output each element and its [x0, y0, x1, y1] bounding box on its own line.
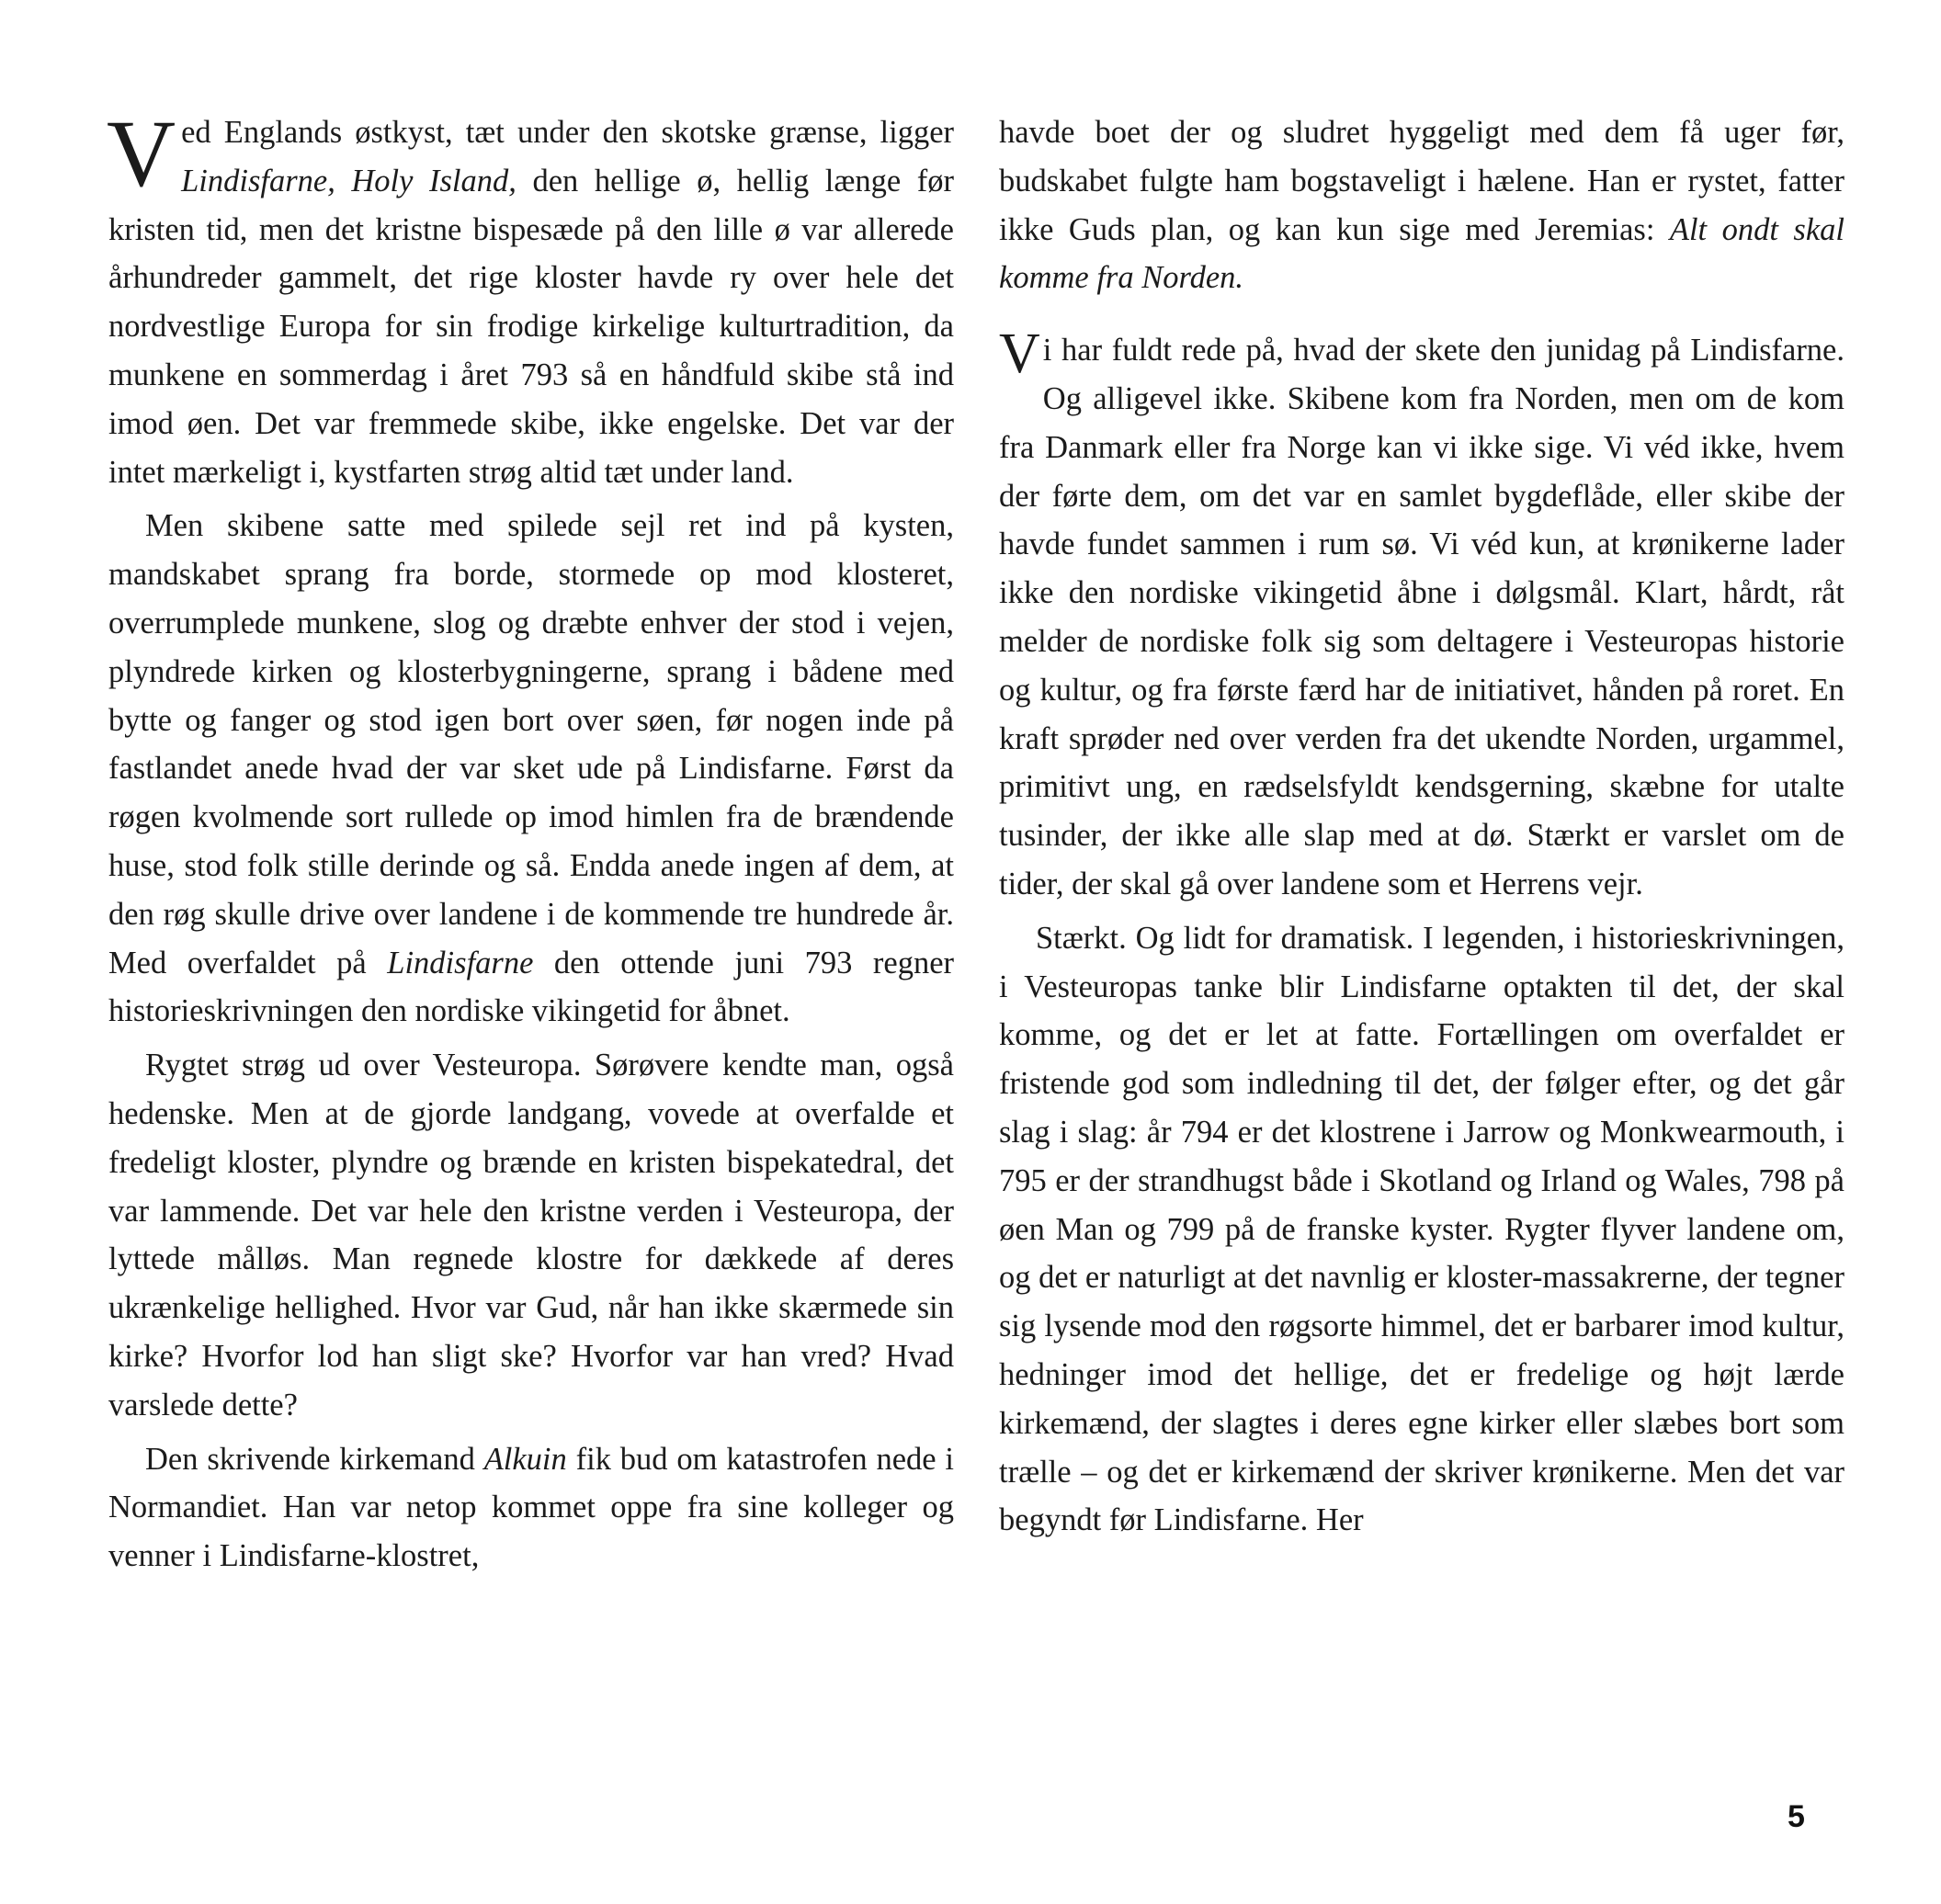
paragraph-text: fik bud om katastrofen nede i Normandiet. Han var netop kommet oppe fra sine kolleger og venner i Lindisfarne-klostret, [108, 1441, 955, 1574]
paragraph-section-start [999, 323, 1845, 909]
italic-text: Lindisfarne [387, 945, 534, 980]
paragraph-text: i har fuldt rede på, hvad der skete den junidag på Lindisfarne. Og alligevel ikke. Skibene kom fra Norden, men om de kom fra Danmark eller fra Norge kan vi ikke sige. Vi véd ikke, hvem der førte dem, om det var en samlet bygdeflåde, eller skibe der havde fundet sammen i rum sø. Vi véd kun, at krønikerne lader ikke den nordiske vikingetid åbne i dølgsmål. Klart, hårdt, råt melder de nordiske folk sig som deltagere i Vesteuropas historie og kultur, og fra første færd har de initiativet, hånden på roret. En kraft sprøder ned over verden fra det ukendte Norden, urgammel, primitivt ung, en rædselsfyldt kendsgerning, skæbne for utalte tusinder, der ikke alle slap med at dø. Stærkt er varslet om de tider, der skal gå over landene som et Herrens vejr. [999, 333, 1845, 901]
paragraph-text: den ottende juni 793 regner historieskrivningen den nordiske vikingetid for åbnet. [108, 945, 954, 1029]
paragraph-alkuin [108, 1435, 954, 1581]
italic-text: Lindisfarne, Holy Island, [181, 163, 516, 198]
paragraph-text: den hellige ø, hellig længe før kristen tid, men det kristne bispesæde på den lille ø var allerede århundreder gammelt, det rige kloster havde ry over hele det nordvestlige Europa for sin frodige kirkelige kulturtradition, da munkene en sommerdag i året 793 så en håndfuld skibe stå ind imod øen. Det var fremmede skibe, ikke engelske. Det var der intet mærkeligt i, kystfarten strøg altid tæt under land. [108, 163, 954, 490]
paragraph-alkuin-continued [999, 108, 1845, 302]
italic-text: Alt ondt skal komme fra Norden. [999, 211, 1845, 296]
paragraph-text: ed Englands østkyst, tæt under den skotske grænse, ligger [181, 115, 954, 150]
paragraph-text: Men skibene satte med spilede sejl ret ind på kysten, mandskabet sprang fra borde, stormede op mod klosteret, overrumplede munkene, slog og dræbte enhver der stod i vejen, plyndrede kirken og klosterbygningerne, sprang i bådene med bytte og fanger og stod igen bort over søen, før nogen inde på fastlandet anede hvad der var sket ude på Lindisfarne. Først da røgen kvolmende sort rullede op imod himlen fra de brændende huse, stod folk stille derinde og så. Endda anede ingen af dem, at den røg skulle drive over landene i de kommende tre hundrede år. Med overfaldet på [108, 508, 954, 980]
right-column [999, 108, 1845, 1550]
paragraph-dramatic: Stærkt. Og lidt for dramatisk. I legenden, i historieskrivningen, i Vesteuropas tanke blir Lindisfarne optakten til det, der skal komme, og det er let at fatte. Fortællingen om overfaldet er fristende god som indledning til det, der følger efter, og det går slag i slag: år 794 er det klostrene i Jarrow og Monkwearmouth, i 795 er der strandhugst både i Skotland og Irland og Wales, 798 på øen Man og 799 på de franske kyster. Rygter flyver landene om, og det er naturligt at det navnlig er kloster-massakrerne, der tegner sig lysende mod den røgsorte himmel, det er barbarer imod kultur, hedninger imod det hellige, det er fredelige og højt lærde kirkemænd, der slagtes i deres egne kirker eller slæbes bort som trælle – og det er kirkemænd der skriver krønikerne. Men det var begyndt før Lindisfarne. Her [999, 920, 1845, 1538]
drop-cap-initial: V [107, 101, 176, 207]
paragraph-intro [107, 101, 954, 496]
section-initial: V [999, 323, 1040, 386]
paragraph-raid [108, 502, 954, 1036]
left-column [107, 101, 955, 1586]
paragraph-text: havde boet der og sludret hyggeligt med dem få uger før, budskabet fulgte ham bogstaveligt i hælene. Han er rystet, fatter ikke Guds plan, og kan kun sige med Jeremias: [999, 115, 1845, 247]
page-number: 5 [1788, 1799, 1805, 1834]
paragraph-rumor: Rygtet strøg ud over Vesteuropa. Sørøvere kendte man, også hedenske. Men at de gjorde landgang, vovede at overfalde et fredeligt kloster, plyndre og brænde en kristen bispekatedral, det var lammende. Det var hele den kristne verden i Vesteuropa, der lyttede målløs. Man regnede klostre for dækkede af deres ukrænkelige hellighed. Hvor var Gud, når han ikke skærmede sin kirke? Hvorfor lod han sligt ske? Hvorfor var han vred? Hvad varslede dette? [108, 1048, 954, 1422]
paragraph-text: Den skrivende kirkemand [145, 1441, 484, 1477]
italic-text: Alkuin [483, 1441, 567, 1477]
